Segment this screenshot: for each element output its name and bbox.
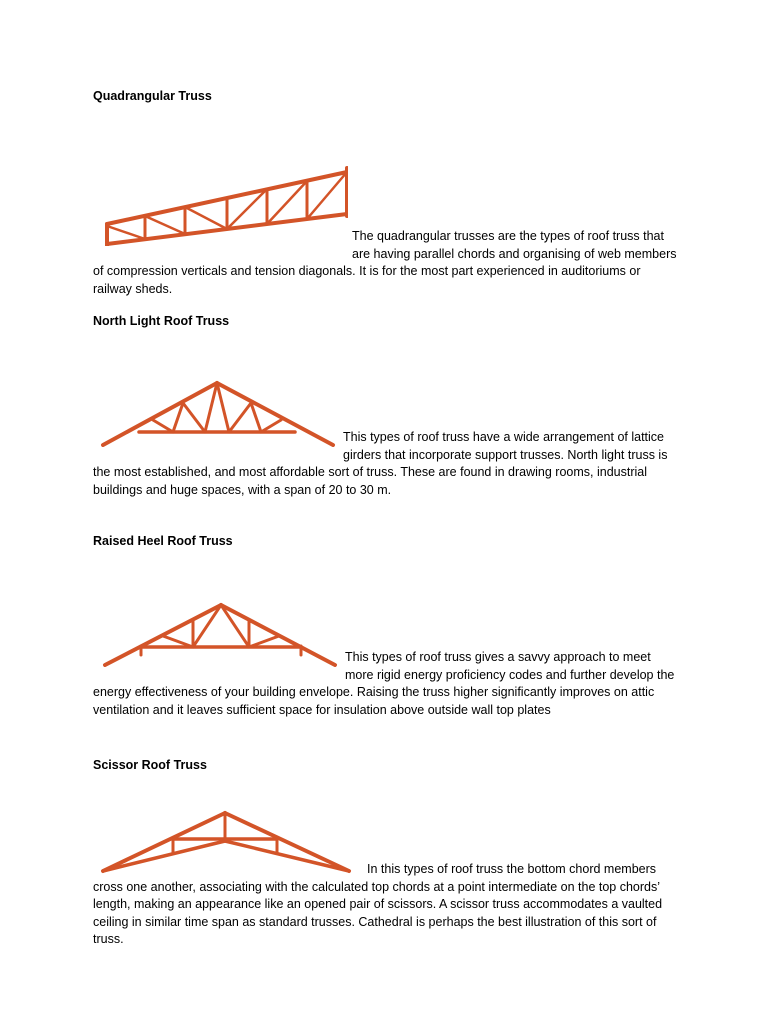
north-light-truss-image [93,375,339,447]
section-heading: Quadrangular Truss [93,89,212,103]
section-description: This types of roof truss have a wide arrangement of lattice girders that incorporate support trusses. North light truss is the most established, and most affordable sort of truss. These are found in drawing rooms, industrial buildings and huge spaces, with a span of 20 to 30 m. [93,430,668,497]
section-raised-heel-roof-truss [93,533,678,719]
section-quadrangular-truss [93,88,678,298]
section-north-light-roof-truss [93,313,678,499]
raised-heel-truss-image [93,595,341,667]
section-description: The quadrangular trusses are the types of roof truss that are having parallel chords and organising of web members of compression verticals and tension diagonals. It is for the most part experienced in auditoriums or railway sheds. [93,229,677,296]
section-description: This types of roof truss gives a savvy approach to meet more rigid energy proficiency codes and further develop the energy effectiveness of your building envelope. Raising the truss higher significantly improves on attic ventilation and it leaves sufficient space for insulation above outside wall top plates [93,650,675,717]
section-heading: Scissor Roof Truss [93,758,207,772]
quadrangular-truss-image [93,150,348,246]
section-scissor-roof-truss [93,757,678,949]
section-heading: North Light Roof Truss [93,314,230,328]
section-heading: Raised Heel Roof Truss [93,534,233,548]
scissor-truss-image [93,795,363,877]
section-description: In this types of roof truss the bottom chord members cross one another, associating with the calculated top chords at a point intermediate on the top chords’ length, making an appearance like an opened pair of scissors. A scissor truss accommodates a vaulted ceiling in similar time span as standard trusses. Cathedral is perhaps the best illustration of this sort of truss. [93,862,663,947]
